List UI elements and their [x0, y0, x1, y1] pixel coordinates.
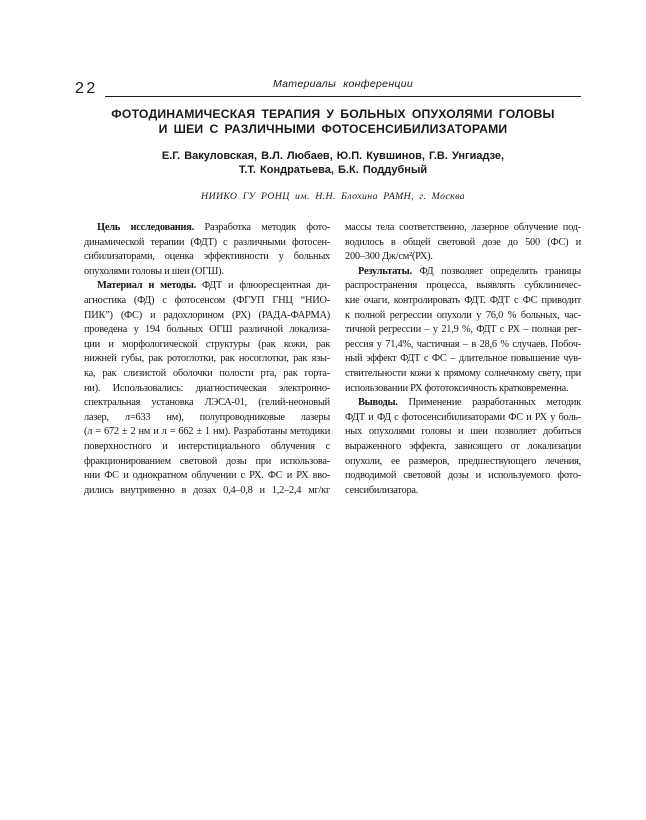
text-line: Выводы. Применение разработанных методик [358, 397, 581, 409]
text-line: распространения процесса, выявлять субклиничес- [345, 280, 581, 292]
text-line: (л = 672 ± 2 нм и л = 662 ± 1 нм). Разработаны методики [84, 426, 330, 438]
paragraph [84, 221, 330, 279]
article-title-line-2: И ШЕИ С РАЗЛИЧНЫМИ ФОТОСЕНСИБИЛИЗАТОРАМИ [158, 121, 508, 136]
text-line: ФДТ и ФД с фотосенсибилизаторами ФС и РХ у боль- [345, 411, 581, 423]
text-line: опухолями головы и шеи (ОГШ). [84, 265, 224, 277]
text-line: опухоли, ее размеров, предшествующего лечения, [345, 455, 581, 467]
text-line: ный эффект ФДТ с ФС – длительное повышение чув- [345, 353, 581, 365]
text-line: использовании РХ фототоксичность кратковременна. [345, 382, 569, 394]
text-line: сенсибилизатора. [345, 484, 419, 496]
paragraph [345, 265, 581, 396]
article-authors [85, 149, 581, 177]
article-title [85, 107, 581, 136]
article-affiliation: НИИКО ГУ РОНЦ им. Н.Н. Блохина РАМН, г. Москва [201, 191, 465, 202]
section-label: Материал и методы. [97, 280, 196, 292]
article-authors-line-2: Т.Т. Кондратьева, Б.К. Поддубный [238, 164, 428, 176]
article-title-line-1: ФОТОДИНАМИЧЕСКАЯ ТЕРАПИЯ У БОЛЬНЫХ ОПУХОЛЯМИ ГОЛОВЫ [111, 107, 555, 121]
text-line: ных опухолями головы и шеи позволяет добиться [345, 426, 581, 438]
text-line: ПИК”) (ФС) и радохлорином (РХ) (РАДА-ФАРМА) [84, 309, 330, 321]
section-label: Результаты. [358, 265, 412, 277]
column-right [345, 221, 581, 498]
text-line: тичной регрессии – у 21,9 %, ФДТ с РХ – полная рег- [345, 324, 581, 336]
text-line: ка, рак слизистой оболочки полости рта, рак горта- [84, 367, 330, 379]
paragraph [84, 279, 330, 498]
text-line: массы тела соответственно, лазерное облучение под- [345, 222, 581, 233]
text-line: нижней губы, рак ротоглотки, рак носоглотки, рак язы- [84, 353, 330, 365]
paragraph [345, 221, 581, 265]
text-line: агностика (ФД) с фотосенсом (ФГУП ГНЦ “НИО- [84, 294, 330, 306]
section-label: Цель исследования. [97, 222, 194, 233]
text-line: проведена у 194 больных ОГШ различной локализа- [84, 324, 330, 336]
text-line: фракционированием световой дозы при использова- [84, 455, 330, 467]
running-head: Материалы конференции [272, 78, 413, 90]
text-line: динамической терапии (ФДТ) с различными фотосен- [84, 236, 330, 248]
paragraph [345, 396, 581, 498]
section-label: Выводы. [358, 397, 398, 409]
text-line: спектральная установка ЛЭСА-01, (гелий-неоновый [84, 397, 330, 409]
text-line: ции и морфологической структуры (рак кожи, рак [84, 338, 330, 350]
text-line: к полной регрессии опухоли у 76,0 % больных, час- [345, 309, 581, 321]
text-line: Результаты. ФД позволяет определять границы [358, 265, 581, 277]
text-line: ни). Использовались: диагностическая электронно- [84, 382, 330, 394]
column-left [84, 221, 330, 498]
text-line: кие очаги, контролировать ФДТ. ФДТ с ФС приводит [345, 294, 581, 306]
body-columns [84, 221, 581, 498]
header-rule [105, 96, 581, 97]
text-line: поверхностного и интерстициального облучения с [84, 440, 330, 452]
text-line: Материал и методы. ФДТ и флюоресцентная ди- [97, 280, 330, 292]
text-line: 200–300 Дж/см²(РХ). [345, 251, 433, 263]
text-line: Цель исследования. Разработка методик фото- [97, 222, 330, 233]
text-line: ствительности кожи к прямому солнечному свету, при [345, 367, 581, 379]
text-line: сибилизаторами, оценка эффективности у больных [84, 251, 330, 263]
text-line: нии ФС и однократном облучении с РХ. ФС и РХ вво- [84, 470, 330, 482]
page-number: 22 [75, 80, 98, 97]
text-line: лазер, л=633 нм), полупроводниковые лазеры [84, 411, 330, 423]
text-line: водилось в общей световой дозе до 500 (ФС) и [345, 236, 581, 248]
text-line: выраженного эффекта, зависящего от локализации [345, 440, 581, 452]
text-line: подводимой световой дозы и используемого фото- [345, 470, 581, 482]
text-line: рессия у 71,4%, частичная – в 28,6 % случаев. Побоч- [345, 338, 581, 350]
article-authors-line-1: Е.Г. Вакуловская, В.Л. Любаев, Ю.П. Кувшинов, Г.В. Унгиадзе, [161, 150, 505, 162]
text-line: дились внутривенно в дозах 0,4–0,8 и 1,2–2,4 мг/кг [84, 484, 330, 496]
